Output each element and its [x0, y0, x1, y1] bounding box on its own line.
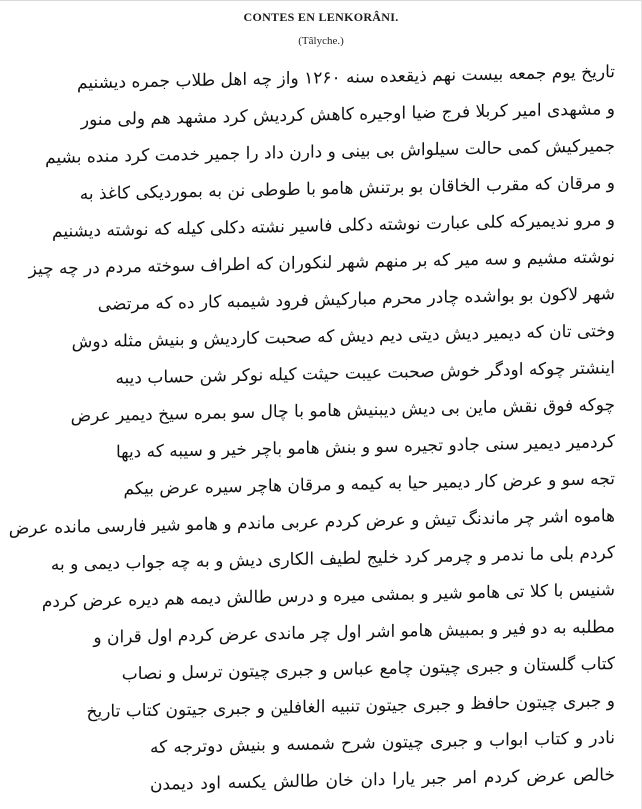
manuscript-line: مطلبه به دو فیر و بمبیش هامو اشر اول چر ماندی عرض کردم اول قران و [93, 617, 615, 649]
manuscript-line: کردم بلی ما ندمر و چرمر کرد خلیج لطیف الکاری دیش و به چه جواب دیمی و به [50, 543, 615, 575]
running-header-subtitle: (Tâlyche.) [298, 35, 344, 47]
manuscript-line: چوکه فوق نقش ماین بی دیش دیبنیش هامو با چال سو بمره سیخ دیمیر عرض [70, 395, 615, 427]
manuscript-line: کتاب گلستان و جبری چیتون چامع عباس و جبری چیتون ترسل و نصاب [121, 654, 615, 685]
manuscript-line: اینشتر چوکه اودگر خوش صحبت عیبت حیثت کیله نوکر شن حساب دیبه [115, 358, 615, 389]
manuscript-line: تاریخ یوم جمعه بیست نهم ذیقعده سنه ۱۲۶۰ واز چه اهل طلاب جمره دیشنیم [77, 62, 615, 94]
manuscript-line: شهر لاکون بو بواشده چادر محرم مبارکیش فرود شیمبه کار ده که مرتضی [97, 284, 615, 315]
manuscript-line: شنیس با کلا تی هامو شیر و بمشی میره و درس طالش دیمه هم دیره عرض کردم [41, 580, 615, 613]
manuscript-line: وختی تان که دیمیر دیش دیتی دیم دیش که صحبت کاردیش و بنیش مثله دوش [71, 321, 615, 353]
manuscript-line: خالص عرض کردم امر جبر یارا دان خان طالش یکسه اود دیمدن [150, 765, 615, 795]
manuscript-line: و جبری چیتون حافظ و جبری جیتون تنبیه الغافلین و جبری جیتون کتاب تاریخ [86, 691, 615, 723]
manuscript-line: هاموه اشر چر ماندنگ تیش و عرض کردم عربی ماندم و هامو شیر فارسی مانده عرض [8, 506, 615, 539]
manuscript-line: کردمیر دیمیر سنی جادو تجیره سو و بنش هامو باچر خیر و سیبه که دیها [115, 432, 615, 463]
manuscript-line: نادر و کتاب ابواب و جبری چیتون شرح شمسه و بنیش دوترجه که [150, 728, 615, 758]
running-header-title: CONTES EN LENKORÂNI. [243, 10, 399, 24]
page-border-top [0, 0, 642, 1]
manuscript-line: نوشته مشیم و سه میر که بر منهم شهر لنکوران که اطراف سوخته مردم در چه چیز [28, 247, 615, 280]
manuscript-line: و مرو ندیمیرکه کلی عبارت نوشته دکلی فاسیر نشته دکلی کیله که نوشته دیشنیم [52, 210, 615, 242]
manuscript-line: تجه سو و عرض کار دیمیر حیا به کیمه و مرقان هاچر سیره عرض بیکم [123, 469, 615, 500]
manuscript-line: و مرقان که مقرب الخاقان بو برتنش هامو با طوطی نن به بموردیکی کاغذ به [79, 173, 615, 205]
manuscript-line: و مشهدی امیر کربلا فرج ضیا اوجیره کاهش کردیش کرد مشهد هم ولی منور [80, 99, 615, 131]
handwritten-manuscript [8, 58, 615, 803]
manuscript-line: جمیرکیش کمی حالت سیلواش بی بینی و دارن داد را جمیر خدمت کرد منده بشیم [45, 136, 615, 169]
